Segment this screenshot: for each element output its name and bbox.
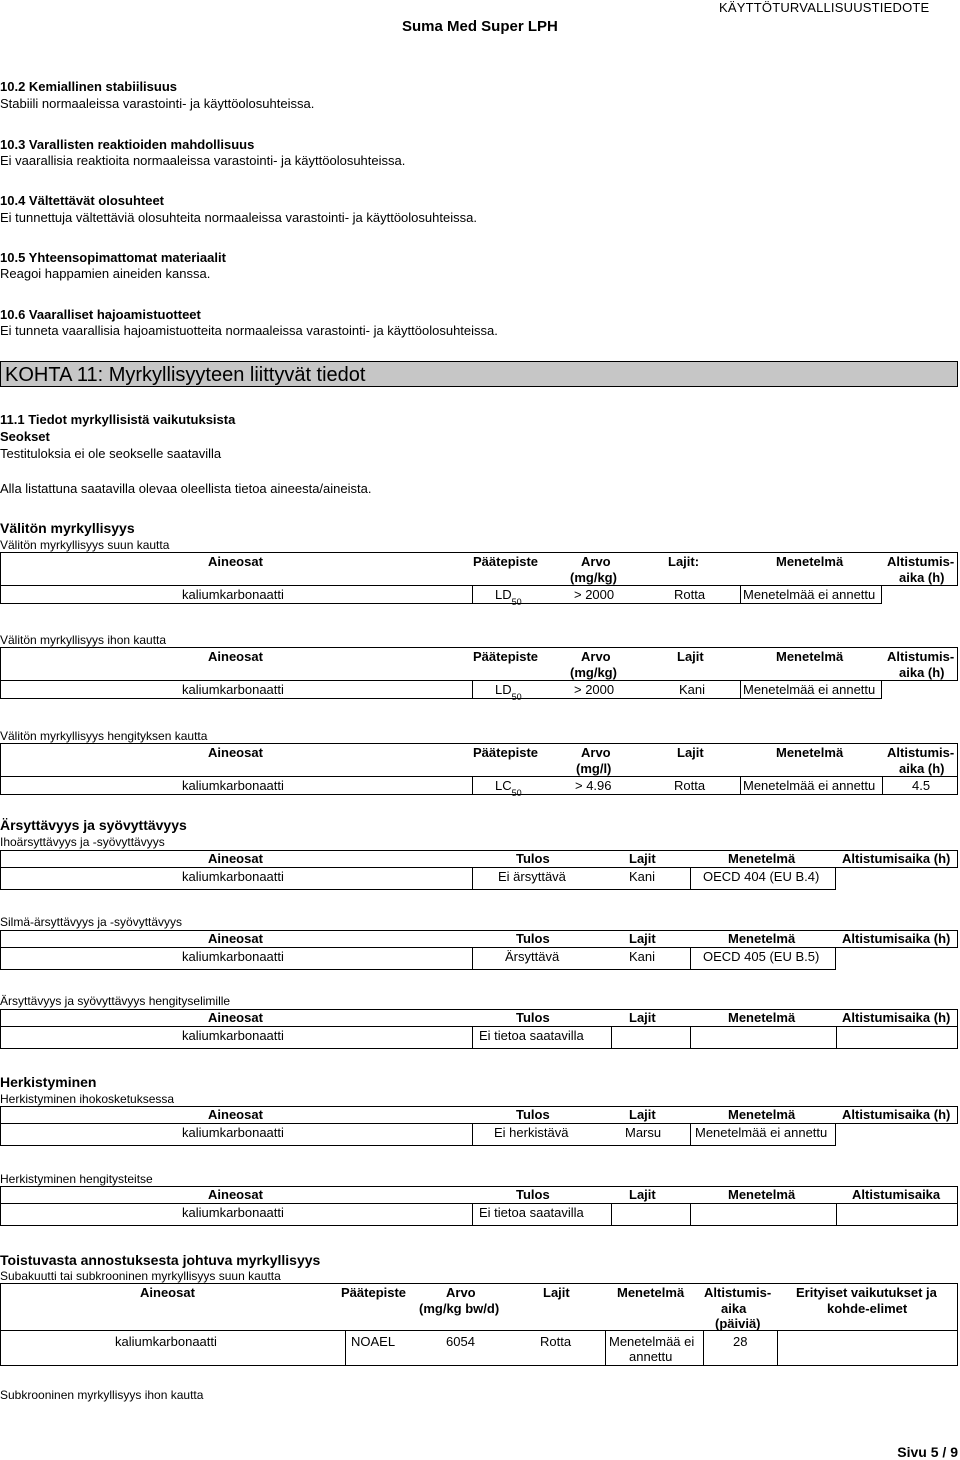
section-10-5-text: Reagoi happamien aineiden kanssa. bbox=[0, 266, 211, 281]
inhal-h-arvo: Arvo bbox=[581, 745, 611, 760]
skin-sens-h-menetelma: Menetelmä bbox=[728, 1107, 796, 1122]
rep-h-unit: (mg/kg bw/d) bbox=[419, 1301, 500, 1316]
alla-text: Alla listattuna saatavilla olevaa oleellista tietoa aineesta/aineista. bbox=[0, 481, 372, 496]
oral-h-menetelma: Menetelmä bbox=[776, 554, 844, 569]
resp-irr-label: Ärsyttävyys ja syövyttävyys hengityselimille bbox=[0, 994, 231, 1008]
divider bbox=[740, 681, 741, 699]
resp-sens-aine: kaliumkarbonaatti bbox=[182, 1205, 284, 1220]
rep-h-paivia: (päiviä) bbox=[715, 1316, 761, 1331]
oral-h-aineosat: Aineosat bbox=[208, 554, 263, 569]
section-10-5-title: 10.5 Yhteensopimattomat materiaalit bbox=[0, 250, 226, 265]
rep-menetelma2: annettu bbox=[629, 1349, 673, 1364]
divider bbox=[836, 1204, 837, 1226]
rep-arvo: 6054 bbox=[446, 1334, 475, 1349]
dermal-h-arvo: Arvo bbox=[581, 649, 611, 664]
section-10-2-title: 10.2 Kemiallinen stabiilisuus bbox=[0, 79, 178, 94]
eye-irr-h-menetelma: Menetelmä bbox=[728, 931, 796, 946]
dermal-arvo: > 2000 bbox=[574, 682, 615, 697]
divider bbox=[777, 1331, 778, 1366]
eye-irr-h-aineosat: Aineosat bbox=[208, 931, 263, 946]
divider bbox=[882, 777, 883, 795]
dermal-h-unit: (mg/kg) bbox=[570, 665, 617, 680]
section-11-header: KOHTA 11: Myrkyllisyyteen liittyvät tiedot bbox=[0, 361, 958, 387]
divider bbox=[345, 1331, 346, 1366]
rep-h-altistumis: Altistumis- bbox=[704, 1285, 772, 1300]
section-10-6-title: 10.6 Vaaralliset hajoamistuotteet bbox=[0, 307, 201, 322]
inhal-h-altistumis: Altistumis- bbox=[887, 745, 955, 760]
resp-sens-h-aika: Altistumisaika bbox=[852, 1187, 941, 1202]
dermal-h-altistumis: Altistumis- bbox=[887, 649, 955, 664]
rep-h-aika: aika bbox=[721, 1301, 747, 1316]
oral-h-unit: (mg/kg) bbox=[570, 570, 617, 585]
eye-irr-h-tulos: Tulos bbox=[516, 931, 550, 946]
divider bbox=[472, 1027, 473, 1049]
repeated-heading: Toistuvasta annostuksesta johtuva myrkyllisyys bbox=[0, 1252, 321, 1268]
resp-sens-h-tulos: Tulos bbox=[516, 1187, 550, 1202]
skin-irr-h-aika: Altistumisaika (h) bbox=[842, 851, 951, 866]
oral-h-lajit: Lajit: bbox=[668, 554, 700, 569]
oral-label: Välitön myrkyllisyys suun kautta bbox=[0, 538, 170, 552]
dermal-laji: Kani bbox=[679, 682, 706, 697]
page-number: Sivu 5 / 9 bbox=[897, 1444, 958, 1460]
inhal-h-aineosat: Aineosat bbox=[208, 745, 263, 760]
rep-h-erit1: Erityiset vaikutukset ja bbox=[796, 1285, 937, 1300]
skin-sens-laji: Marsu bbox=[625, 1125, 662, 1140]
resp-sens-h-aineosat: Aineosat bbox=[208, 1187, 263, 1202]
eye-irr-aine: kaliumkarbonaatti bbox=[182, 949, 284, 964]
oral-h-altistumis: Altistumis- bbox=[887, 554, 955, 569]
eye-irr-h-aika: Altistumisaika (h) bbox=[842, 931, 951, 946]
oral-laji: Rotta bbox=[674, 587, 706, 602]
inhal-aine: kaliumkarbonaatti bbox=[182, 778, 284, 793]
divider bbox=[472, 948, 473, 970]
skin-sens-tulos: Ei herkistävä bbox=[494, 1125, 569, 1140]
section-10-2-text: Stabiili normaaleissa varastointi- ja käyttöolosuhteissa. bbox=[0, 96, 315, 111]
next-label: Subkrooninen myrkyllisyys ihon kautta bbox=[0, 1388, 204, 1402]
divider bbox=[740, 586, 741, 604]
eye-irr-label: Silmä-ärsyttävyys ja -syövyttävyys bbox=[0, 915, 183, 929]
resp-sens-h-menetelma: Menetelmä bbox=[728, 1187, 796, 1202]
skin-sens-aine: kaliumkarbonaatti bbox=[182, 1125, 284, 1140]
skin-sens-header-box bbox=[0, 1106, 958, 1124]
divider bbox=[740, 777, 741, 795]
rep-h-erit2: kohde-elimet bbox=[827, 1301, 908, 1316]
oral-arvo: > 2000 bbox=[574, 587, 615, 602]
sensitization-heading: Herkistyminen bbox=[0, 1074, 97, 1090]
oral-h-aika: aika (h) bbox=[899, 570, 945, 585]
rep-aine: kaliumkarbonaatti bbox=[115, 1334, 217, 1349]
skin-sens-menetelma: Menetelmää ei annettu bbox=[695, 1125, 828, 1140]
inhal-arvo: > 4.96 bbox=[575, 778, 612, 793]
divider bbox=[690, 1124, 691, 1146]
resp-sens-header-box bbox=[0, 1186, 958, 1204]
skin-sens-label: Herkistyminen ihokosketuksessa bbox=[0, 1092, 175, 1106]
rep-h-lajit: Lajit bbox=[543, 1285, 570, 1300]
divider bbox=[690, 868, 691, 890]
product-name: Suma Med Super LPH bbox=[402, 18, 558, 35]
eye-irr-laji: Kani bbox=[629, 949, 656, 964]
rep-menetelma1: Menetelmää ei bbox=[609, 1334, 695, 1349]
rep-h-menetelma: Menetelmä bbox=[617, 1285, 685, 1300]
rep-laji: Rotta bbox=[540, 1334, 572, 1349]
dermal-h-aika: aika (h) bbox=[899, 665, 945, 680]
dermal-label: Välitön myrkyllisyys ihon kautta bbox=[0, 633, 167, 647]
document-type: KÄYTTÖTURVALLISUUSTIEDOTE bbox=[719, 0, 930, 15]
oral-menetelma: Menetelmää ei annettu bbox=[743, 587, 876, 602]
section-10-3-title: 10.3 Varallisten reaktioiden mahdollisuus bbox=[0, 137, 255, 152]
acute-heading: Välitön myrkyllisyys bbox=[0, 520, 135, 536]
oral-h-paatepiste: Päätepiste bbox=[473, 554, 539, 569]
skin-irr-tulos: Ei ärsyttävä bbox=[498, 869, 566, 884]
irritation-heading: Ärsyttävyys ja syövyttävyys bbox=[0, 817, 187, 833]
resp-irr-tulos: Ei tietoa saatavilla bbox=[479, 1028, 584, 1043]
inhal-h-lajit: Lajit bbox=[677, 745, 704, 760]
resp-irr-h-aineosat: Aineosat bbox=[208, 1010, 263, 1025]
dermal-menetelma: Menetelmää ei annettu bbox=[743, 682, 876, 697]
rep-aika: 28 bbox=[733, 1334, 748, 1349]
skin-sens-h-aika: Altistumisaika (h) bbox=[842, 1107, 951, 1122]
testi-text: Testituloksia ei ole seokselle saatavilla bbox=[0, 446, 222, 461]
divider bbox=[472, 1124, 473, 1146]
skin-irr-h-aineosat: Aineosat bbox=[208, 851, 263, 866]
skin-irr-laji: Kani bbox=[629, 869, 656, 884]
divider bbox=[690, 1027, 691, 1049]
skin-irr-header-box bbox=[0, 850, 958, 868]
resp-irr-h-menetelma: Menetelmä bbox=[728, 1010, 796, 1025]
skin-sens-h-lajit: Lajit bbox=[629, 1107, 656, 1122]
divider bbox=[472, 868, 473, 890]
inhal-label: Välitön myrkyllisyys hengityksen kautta bbox=[0, 729, 208, 743]
inhal-aika: 4.5 bbox=[912, 778, 931, 793]
divider bbox=[605, 1331, 606, 1366]
skin-sens-h-aineosat: Aineosat bbox=[208, 1107, 263, 1122]
divider bbox=[836, 1027, 837, 1049]
divider bbox=[611, 1027, 612, 1049]
divider bbox=[611, 1204, 612, 1226]
rep-h-arvo: Arvo bbox=[446, 1285, 476, 1300]
inhal-h-unit: (mg/l) bbox=[576, 761, 612, 776]
dermal-piste: $LD_{50}$ bbox=[495, 682, 522, 702]
divider bbox=[703, 1331, 704, 1366]
eye-irr-header-box bbox=[0, 930, 958, 948]
skin-irr-label: Ihoärsyttävyys ja -syövyttävyys bbox=[0, 835, 165, 849]
divider bbox=[690, 948, 691, 970]
oral-piste: $LD_{50}$ bbox=[495, 587, 522, 607]
inhal-piste: $LC_{50}$ bbox=[495, 778, 522, 798]
divider bbox=[472, 681, 473, 699]
resp-irr-h-aika: Altistumisaika (h) bbox=[842, 1010, 951, 1025]
skin-irr-aine: kaliumkarbonaatti bbox=[182, 869, 284, 884]
eye-irr-tulos: Ärsyttävä bbox=[505, 949, 560, 964]
divider bbox=[472, 586, 473, 604]
inhal-laji: Rotta bbox=[674, 778, 706, 793]
resp-irr-header-box bbox=[0, 1009, 958, 1027]
oral-h-arvo: Arvo bbox=[581, 554, 611, 569]
dermal-h-paatepiste: Päätepiste bbox=[473, 649, 539, 664]
resp-irr-h-tulos: Tulos bbox=[516, 1010, 550, 1025]
dermal-aine: kaliumkarbonaatti bbox=[182, 682, 284, 697]
section-11-1-title: 11.1 Tiedot myrkyllisistä vaikutuksista bbox=[0, 412, 236, 427]
section-10-4-title: 10.4 Vältettävät olosuhteet bbox=[0, 193, 164, 208]
inhal-h-paatepiste: Päätepiste bbox=[473, 745, 539, 760]
rep-piste: NOAEL bbox=[351, 1334, 396, 1349]
divider bbox=[690, 1204, 691, 1226]
seokset-label: Seokset bbox=[0, 429, 50, 444]
repeated-label: Subakuutti tai subkrooninen myrkyllisyys suun kautta bbox=[0, 1269, 281, 1283]
inhal-menetelma: Menetelmää ei annettu bbox=[743, 778, 876, 793]
oral-aine: kaliumkarbonaatti bbox=[182, 587, 284, 602]
inhal-h-aika: aika (h) bbox=[899, 761, 945, 776]
skin-irr-h-tulos: Tulos bbox=[516, 851, 550, 866]
rep-h-aineosat: Aineosat bbox=[140, 1285, 195, 1300]
divider bbox=[472, 1204, 473, 1226]
skin-sens-h-tulos: Tulos bbox=[516, 1107, 550, 1122]
resp-sens-label: Herkistyminen hengitysteitse bbox=[0, 1172, 153, 1186]
section-10-6-text: Ei tunneta vaarallisia hajoamistuotteita normaaleissa varastointi- ja käyttöolosuhteissa. bbox=[0, 323, 498, 338]
resp-sens-tulos: Ei tietoa saatavilla bbox=[479, 1205, 584, 1220]
dermal-h-menetelma: Menetelmä bbox=[776, 649, 844, 664]
skin-irr-h-menetelma: Menetelmä bbox=[728, 851, 796, 866]
rep-h-paatepiste: Päätepiste bbox=[341, 1285, 407, 1300]
inhal-h-menetelma: Menetelmä bbox=[776, 745, 844, 760]
eye-irr-h-lajit: Lajit bbox=[629, 931, 656, 946]
section-10-3-text: Ei vaarallisia reaktioita normaaleissa varastointi- ja käyttöolosuhteissa. bbox=[0, 153, 406, 168]
dermal-h-aineosat: Aineosat bbox=[208, 649, 263, 664]
eye-irr-menetelma: OECD 405 (EU B.5) bbox=[703, 949, 820, 964]
divider bbox=[472, 777, 473, 795]
resp-irr-h-lajit: Lajit bbox=[629, 1010, 656, 1025]
skin-irr-menetelma: OECD 404 (EU B.4) bbox=[703, 869, 820, 884]
skin-irr-h-lajit: Lajit bbox=[629, 851, 656, 866]
resp-sens-h-lajit: Lajit bbox=[629, 1187, 656, 1202]
resp-irr-aine: kaliumkarbonaatti bbox=[182, 1028, 284, 1043]
dermal-h-lajit: Lajit bbox=[677, 649, 704, 664]
section-10-4-text: Ei tunnettuja vältettäviä olosuhteita normaaleissa varastointi- ja käyttöolosuhteissa. bbox=[0, 210, 477, 225]
